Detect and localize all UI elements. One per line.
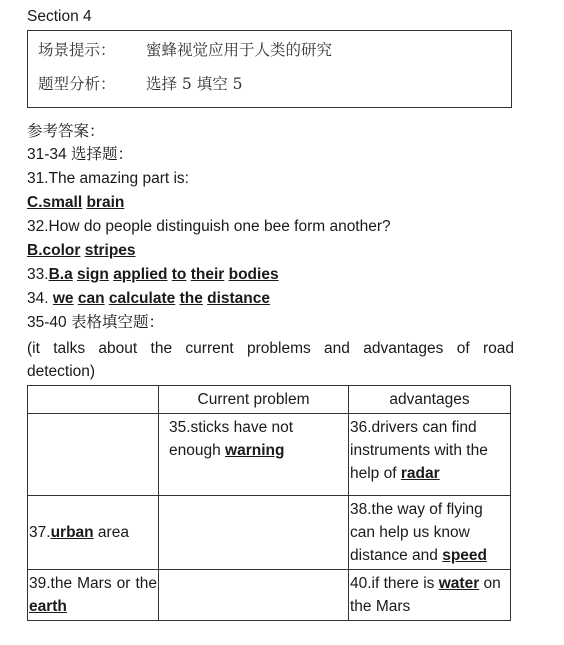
answer-36-blank: radar xyxy=(400,465,440,482)
type-value: 选择 5 填空 5 xyxy=(146,75,243,93)
section-label: Section 4 xyxy=(27,8,92,25)
answer-32-word2: stripes xyxy=(84,242,136,259)
answer-31-prefix: C. xyxy=(27,194,43,211)
answer-33-number: 33. xyxy=(27,266,49,283)
answer-33 xyxy=(27,264,279,286)
answer-40-blank: water xyxy=(438,575,480,592)
row3-col1 xyxy=(28,570,159,621)
answer-31 xyxy=(27,192,124,214)
row2-col1 xyxy=(28,496,159,570)
answer-32-word1: color xyxy=(42,242,81,259)
info-box xyxy=(27,30,512,108)
answer-40-text: 40.if there is xyxy=(350,575,439,592)
answer-32 xyxy=(27,240,136,262)
answers-heading: 参考答案： xyxy=(27,122,105,140)
table-heading: 35-40 表格填空题： xyxy=(27,314,164,331)
answer-34-word3: calculate xyxy=(108,290,176,307)
answer-33-word3: applied xyxy=(113,266,168,283)
header-cell-empty xyxy=(28,386,159,414)
note-line-1: (it talks about the current problems and advantages of road xyxy=(27,340,514,357)
answer-33-word1: B.a xyxy=(48,266,73,283)
row2-col3 xyxy=(349,496,511,570)
answer-31-word2: brain xyxy=(86,194,125,211)
header-advantages: advantages xyxy=(349,386,511,414)
answer-35-blank: warning xyxy=(225,442,285,459)
row2-col2 xyxy=(159,496,349,570)
answer-table xyxy=(27,385,511,621)
answer-37-blank: urban xyxy=(50,524,94,541)
question-31: 31.The amazing part is: xyxy=(27,170,189,187)
question-32: 32.How do people distinguish one bee form another? xyxy=(27,218,391,235)
answer-32-prefix: B. xyxy=(27,242,43,259)
answer-31-word1: small xyxy=(42,194,83,211)
answer-39-text: 39.the Mars or the xyxy=(29,575,157,592)
answer-38-text: 38.the way of flying can help us know distance and xyxy=(350,501,483,564)
answer-37-number: 37. xyxy=(29,524,51,541)
answer-34-word2: can xyxy=(77,290,105,307)
table-row xyxy=(28,570,511,621)
type-label: 题型分析： xyxy=(38,75,116,93)
note-line-2: detection) xyxy=(27,363,96,380)
answer-34-word4: the xyxy=(179,290,203,307)
answer-33-word4: to xyxy=(171,266,187,283)
answer-39-blank: earth xyxy=(29,598,67,615)
row1-col2 xyxy=(159,414,349,496)
table-header-row xyxy=(28,386,511,414)
answer-34-word1: we xyxy=(52,290,74,307)
row3-col2 xyxy=(159,570,349,621)
table-row xyxy=(28,496,511,570)
answer-33-word2: sign xyxy=(77,266,109,283)
row1-col1 xyxy=(28,414,159,496)
row3-col3 xyxy=(349,570,511,621)
row1-col3 xyxy=(349,414,511,496)
answer-33-word6: bodies xyxy=(228,266,279,283)
answer-34 xyxy=(27,288,270,310)
answer-40-tail: on the Mars xyxy=(350,575,501,615)
mc-heading: 31-34 选择题： xyxy=(27,146,133,163)
answer-33-word5: their xyxy=(190,266,225,283)
scene-label: 场景提示： xyxy=(38,41,116,59)
scene-value: 蜜蜂视觉应用于人类的研究 xyxy=(146,41,333,59)
answer-36-text: 36.drivers can find instruments with the help of xyxy=(350,419,488,482)
table-row xyxy=(28,414,511,496)
answer-37-text: area xyxy=(93,524,129,541)
answer-35-text: 35.sticks have not enough xyxy=(169,419,294,459)
answer-34-number: 34. xyxy=(27,290,53,307)
header-current-problem: Current problem xyxy=(159,386,349,414)
answer-38-blank: speed xyxy=(442,547,488,564)
answer-34-word5: distance xyxy=(207,290,271,307)
